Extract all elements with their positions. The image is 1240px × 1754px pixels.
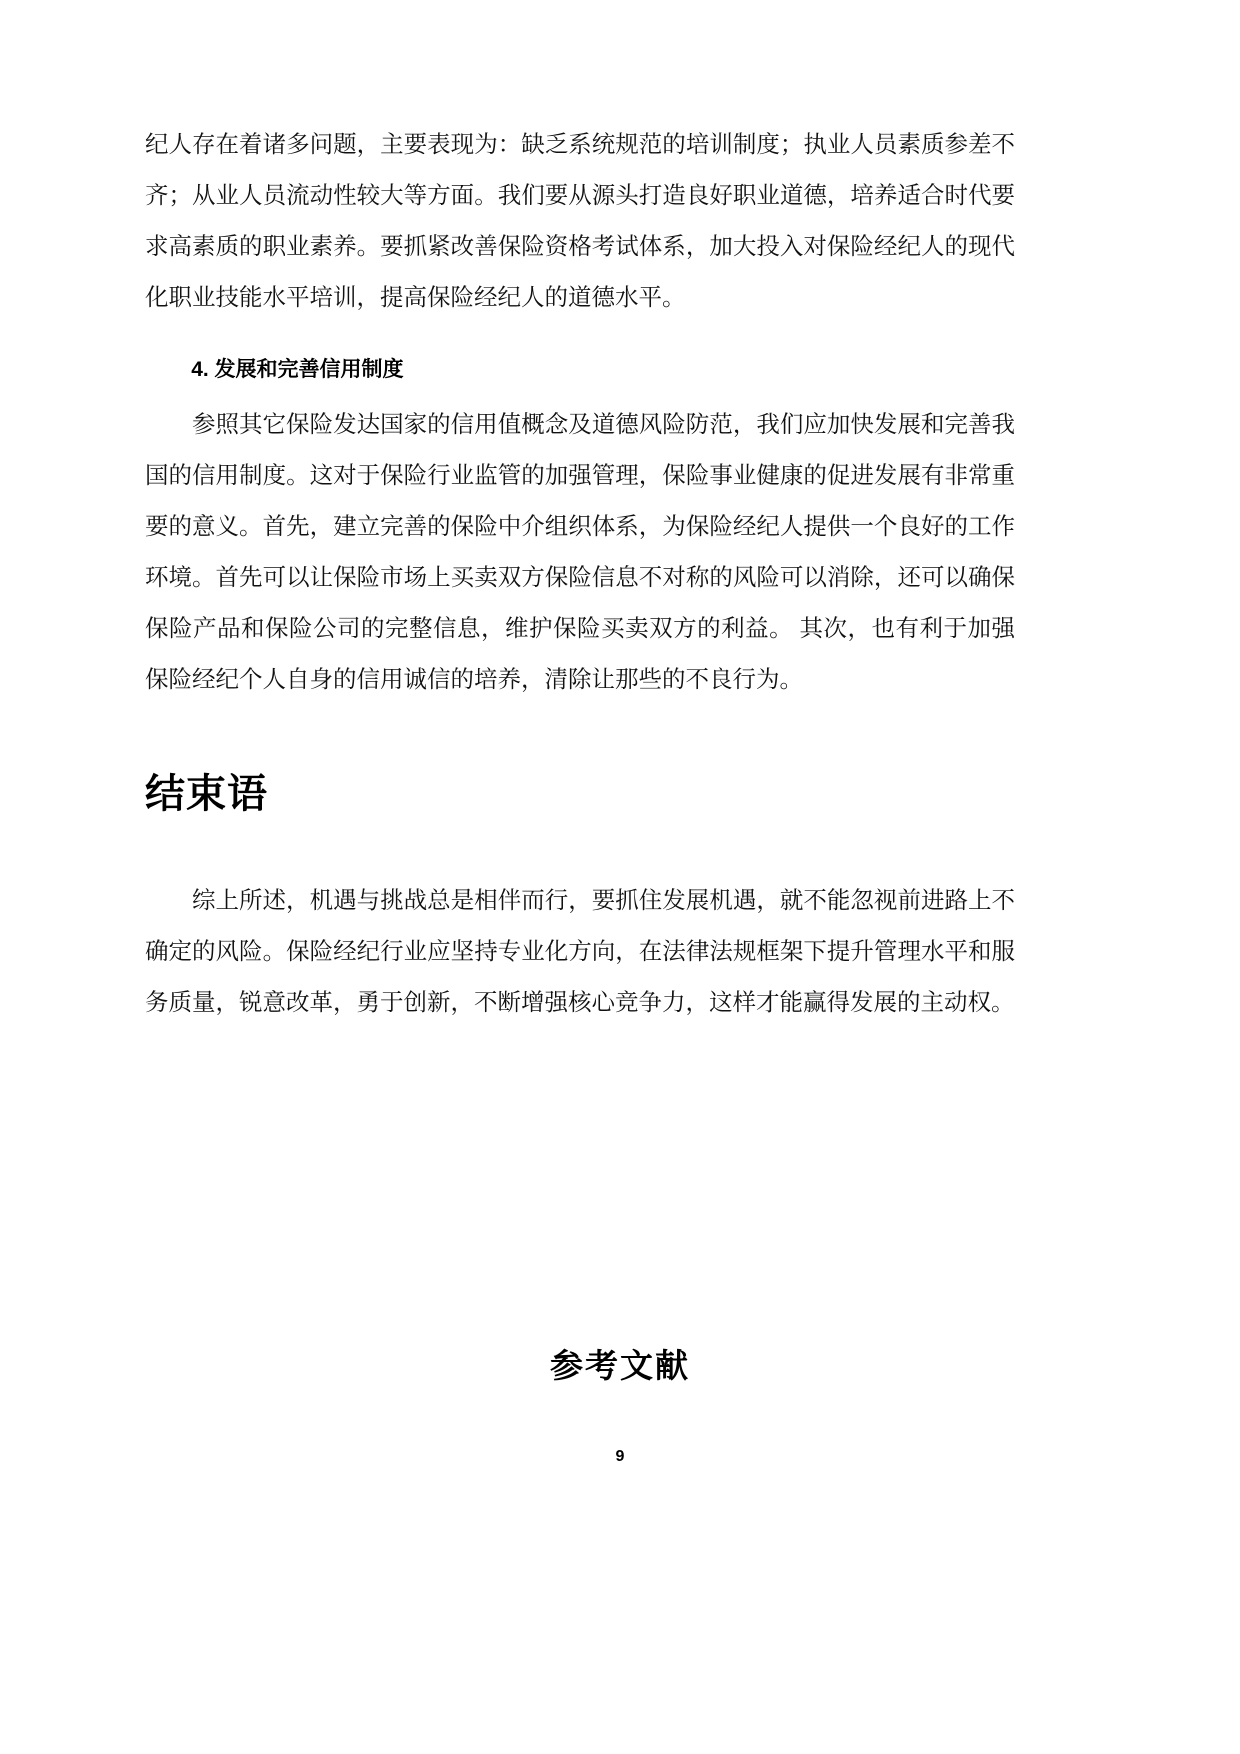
paragraph-continuation: 纪人存在着诸多问题，主要表现为：缺乏系统规范的培训制度；执业人员素质参差不齐；从业人员流动性较大等方面。我们要从源头打造良好职业道德，培养适合时代要求高素质的职业素养。要抓紧改善保险资格考试体系，加大投入对保险经纪人的现代化职业技能水平培训，提高保险经纪人的道德水平。 <box>145 132 1015 311</box>
paragraph-credit-system: 参照其它保险发达国家的信用值概念及道德风险防范，我们应加快发展和完善我国的信用制度。这对于保险行业监管的加强管理，保险事业健康的促进发展有非常重要的意义。首先，建立完善的保险中介组织体系，为保险经纪人提供一个良好的工作环境。首先可以让保险市场上买卖双方保险信息不对称的风险可以消除，还可以确保保险产品和保险公司的完整信息，维护保险买卖双方的利益。 其次，也有利于加强保险经纪个人自身的信用诚信的培养，清除让那些的不良行为。 <box>145 412 1015 693</box>
spacer <box>145 850 1015 876</box>
paragraph-conclusion: 综上所述，机遇与挑战总是相伴而行，要抓住发展机遇，就不能忽视前进路上不确定的风险。保险经纪行业应坚持专业化方向，在法律法规框架下提升管理水平和服务质量，锐意改革，勇于创新，不断增强核心竞争力，这样才能赢得发展的主动权。 <box>145 888 1015 1016</box>
page-number: 9 <box>615 1448 625 1465</box>
sub-heading-4: 4. 发展和完善信用制度 <box>191 358 404 381</box>
references-heading: 参考文献 <box>550 1347 690 1384</box>
page-content <box>145 120 1015 1029</box>
section-heading-conclusion: 结束语 <box>145 772 268 816</box>
